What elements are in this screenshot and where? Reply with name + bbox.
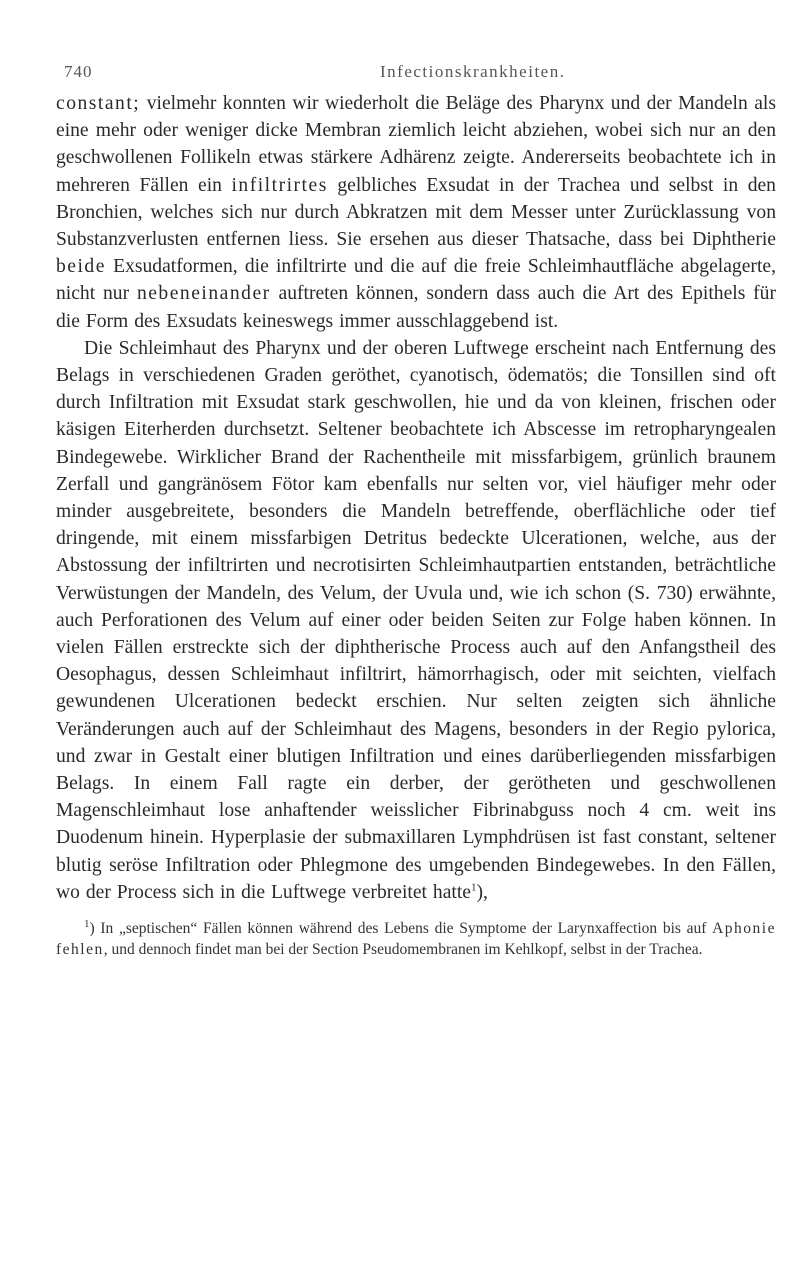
book-page <box>56 56 776 960</box>
page-number: 740 <box>64 62 93 81</box>
text-run: Die Schleimhaut des Pharynx und der oberen Luftwege erscheint nach Entfernung des Belags in verschiedenen Graden geröthet, cyanotisch, ödematös; die Tonsillen sind oft durch Infiltration mit Exsudat stark geschwollen, hie und da von kleinen, frischen oder käsigen Eiterherden durchsetzt. Seltener beobachtete ich Abscesse im retropharyngealen Bindegewebe. Wirklicher Brand der Rachentheile mit missfarbigem, grünlich braunem Zerfall und gangränösem Fötor kam ebenfalls nur selten vor, viel häufiger mehr oder minder ausgebreitete, besonders die Mandeln betreffende, oberflächliche oder tief dringende, mit einem missfarbigen Detritus bedeckte Ulcerationen, welche, aus der Abstossung der infiltrirten und necrotisirten Schleimhautpartien entstanden, beträchtliche Verwüstungen der Mandeln, des Velum, der Uvula und, wie ich schon (S. 730) erwähnte, auch Perforationen des Velum auf einer oder beiden Seiten zur Folge haben können. In vielen Fällen erstreckte sich der diphtherische Process auch auf den Anfangstheil des Oesophagus, dessen Schleimhaut infiltrirt, hämorrhagisch, oder mit seichten, vielfach gewundenen Ulcerationen bedeckt erschien. Nur selten zeigten sich ähnliche Veränderungen auch auf der Schleimhaut des Magens, besonders in der Regio pylorica, und zwar in Gestalt einer blutigen Infiltration und eines darüberliegenden missfarbigen Belags. In einem Fall ragte ein derber, der gerötheten und geschwollenen Magenschleimhaut lose anhaftender weisslicher Fibrinabguss noch 4 cm. weit ins Duodenum hinein. Hyperplasie der submaxillaren Lymphdrüsen ist fast constant, seltener blutig seröse Infiltration oder Phlegmone des umgebenden Bindegewebes. In den Fällen, wo der Process sich in die Luftwege verbreitet hatte <box>56 337 776 903</box>
footnote-marker: 1 <box>84 917 90 930</box>
text-run: auftreten können, sondern dass auch die Art des Epithels für die Form des Exsudats keineswegs immer ausschlaggebend ist. <box>56 283 776 332</box>
body-text <box>56 90 776 906</box>
text-run: vielmehr konnten wir wiederholt die Beläge des Pharynx und der Mandeln als eine mehr oder weniger dicke Membran ziemlich leicht abziehen, wobei sich nur an den geschwollenen Follikeln etwas stärkere Adhärenz zeigte. Andererseits beobachtete ich in mehreren Fällen ein <box>56 93 776 196</box>
footnote-reference: 1 <box>470 881 477 894</box>
paragraph-2 <box>56 335 776 906</box>
text-run: ) In „septischen“ Fällen können während des Lebens die Symptome der Larynxaffection bis auf <box>89 920 713 938</box>
paragraph-1 <box>56 90 776 335</box>
text-run: , und dennoch findet man bei der Section Pseudomembranen im Kehlkopf, selbst in der Trachea. <box>103 941 703 959</box>
text-run: gelbliches Exsudat in der Trachea und selbst in den Bronchien, welches sich nur durch Abkratzen mit dem Messer unter Zurücklassung von Substanzverlusten entfernen liess. Sie ersehen aus dieser Thatsache, dass bei Diphtherie <box>56 174 776 251</box>
emphasis-text: infiltrirtes <box>231 174 328 196</box>
footnote <box>56 918 776 960</box>
emphasis-text: beide <box>56 256 106 278</box>
running-title: Infectionskrankheiten. <box>380 62 566 81</box>
page-header <box>56 56 776 86</box>
text-run: Exsudatformen, die infiltrirte und die auf die freie Schleimhautfläche abgelagerte, nicht nur <box>56 256 776 305</box>
emphasis-text: Aphonie fehlen <box>56 920 776 959</box>
emphasis-text: nebeneinander <box>136 283 271 305</box>
text-run: ), <box>476 881 488 903</box>
emphasis-text: constant; <box>56 93 141 114</box>
